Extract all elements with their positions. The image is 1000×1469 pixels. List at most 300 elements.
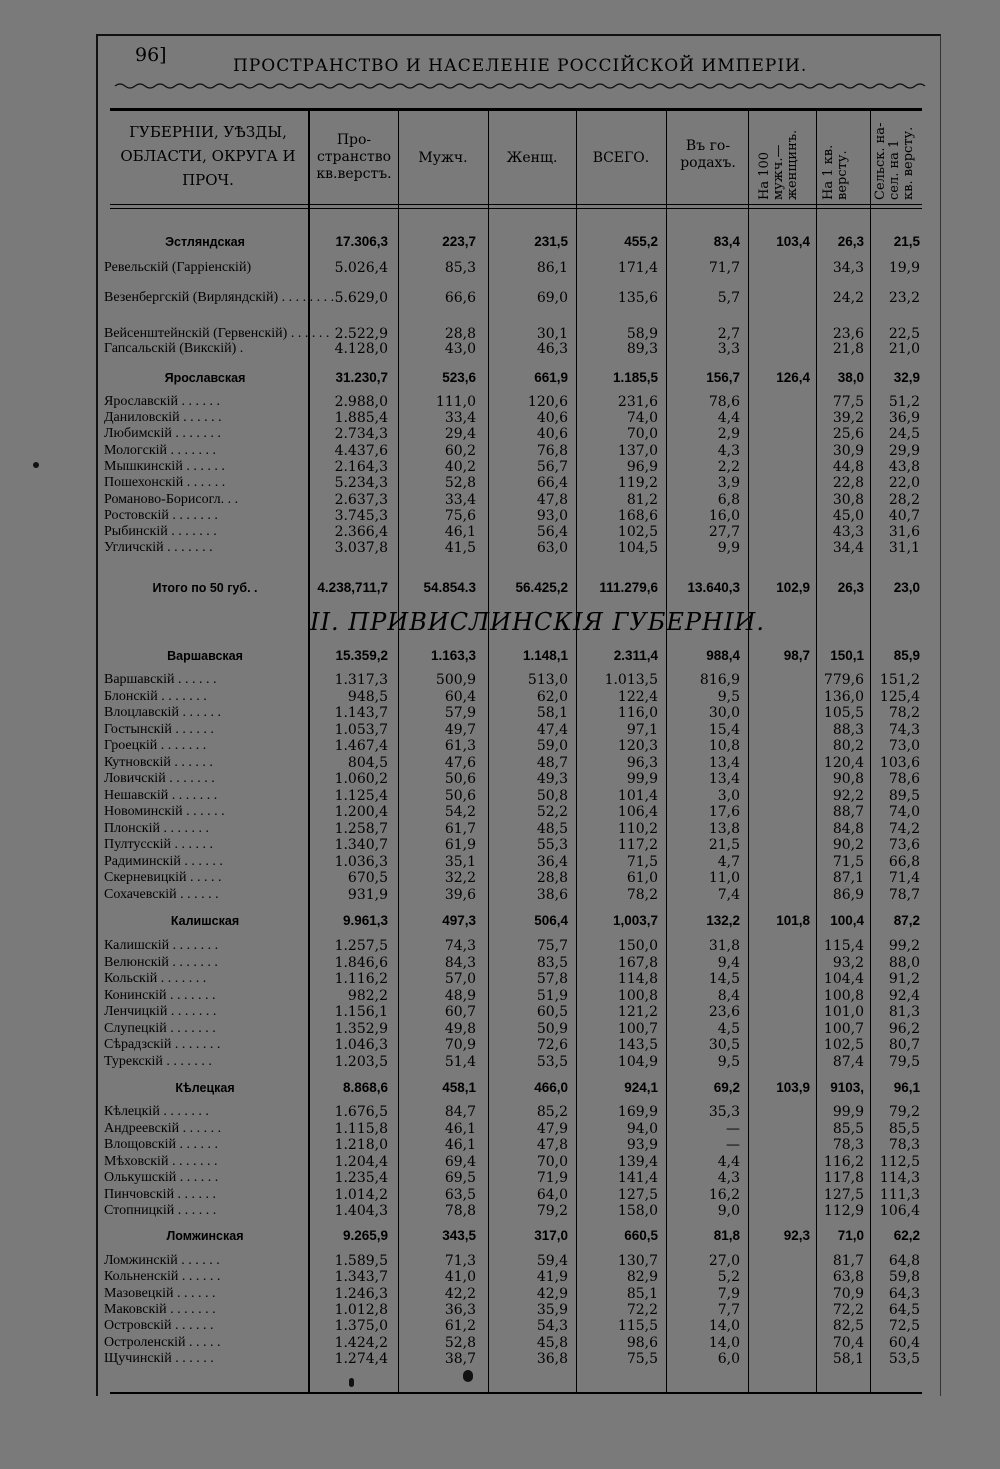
table-row-group	[110, 648, 922, 664]
table-row-group	[110, 913, 922, 929]
cell-area: 1.012,8	[334, 1302, 388, 1318]
cell-area: 1.143,7	[334, 705, 388, 721]
cell-total: 104,5	[617, 540, 658, 556]
cell-women: 58,1	[536, 705, 568, 721]
cell-towns: 7,7	[717, 1302, 740, 1318]
cell-towns: 69,2	[713, 1080, 740, 1095]
cell-density: 93,2	[832, 955, 864, 971]
table-row	[104, 1302, 922, 1318]
cell-women: 317,0	[534, 1228, 568, 1243]
cell-density: 38,0	[837, 370, 864, 385]
row-name: Олькушскій . . . . . .	[104, 1170, 219, 1185]
row-name: Слупецкій . . . . . . .	[104, 1021, 216, 1036]
cell-area: 948,5	[347, 689, 388, 705]
cell-women: 41,9	[536, 1269, 568, 1285]
cell-men: 69,5	[444, 1170, 476, 1186]
cell-women: 63,0	[536, 540, 568, 556]
row-name: Гроецкій . . . . . . .	[104, 738, 207, 753]
speck	[349, 1378, 354, 1387]
cell-density: 117,8	[823, 1170, 864, 1186]
row-name: Кольненскій . . . . . .	[104, 1269, 221, 1284]
table-row	[104, 524, 922, 540]
row-name: Угличскій . . . . . . .	[104, 540, 213, 555]
table-row	[104, 326, 922, 342]
cell-area: 2.366,4	[334, 524, 388, 540]
cell-towns: 3,9	[717, 475, 740, 491]
cell-total: 139,4	[617, 1154, 658, 1170]
cell-total: 98,6	[626, 1335, 658, 1351]
table-row	[104, 1318, 922, 1334]
cell-rural: 79,5	[888, 1054, 920, 1070]
cell-women: 47,8	[536, 492, 568, 508]
cell-towns: 10,8	[708, 738, 740, 754]
cell-women: 52,2	[536, 804, 568, 820]
col-header-area: Про-странство кв.верстъ.	[316, 132, 392, 182]
cell-area: 1.885,4	[334, 410, 388, 426]
cell-ratio: 126,4	[776, 370, 810, 385]
cell-area: 1.424,2	[334, 1335, 388, 1351]
cell-rural: 80,7	[888, 1037, 920, 1053]
col-header-ratio: На 100 мужч.— женщинъ.	[757, 129, 800, 200]
cell-rural: 96,1	[893, 1080, 920, 1095]
row-name: Кутновскій . . . . . .	[104, 755, 213, 770]
cell-total: 122,4	[617, 689, 658, 705]
cell-rural: 73,6	[888, 837, 920, 853]
cell-towns: 13.640,3	[687, 580, 740, 595]
cell-density: 81,7	[832, 1253, 864, 1269]
cell-total: 78,2	[626, 887, 658, 903]
cell-men: 49,8	[444, 1021, 476, 1037]
cell-rural: 53,5	[888, 1351, 920, 1367]
cell-rural: 92,4	[888, 988, 920, 1004]
cell-total: 94,0	[626, 1121, 658, 1137]
cell-towns: 8,4	[717, 988, 740, 1004]
table-row	[104, 426, 922, 442]
row-name: Пинчовскій . . . . . .	[104, 1187, 217, 1202]
cell-density: 39,2	[832, 410, 864, 426]
cell-rural: 22,0	[888, 475, 920, 491]
row-name: Велюнскій . . . . . . .	[104, 955, 218, 970]
cell-women: 47,9	[536, 1121, 568, 1137]
row-name: Ярославская	[164, 371, 246, 385]
cell-men: 66,6	[444, 290, 476, 306]
row-name: Пултусскій . . . . . .	[104, 837, 214, 852]
cell-towns: 16,2	[708, 1187, 740, 1203]
cell-women: 506,4	[534, 913, 568, 928]
cell-rural: 62,2	[893, 1228, 920, 1243]
cell-men: 49,7	[444, 722, 476, 738]
cell-density: 105,5	[823, 705, 864, 721]
table-row	[104, 672, 922, 688]
cell-women: 1.148,1	[522, 648, 568, 663]
cell-women: 55,3	[536, 837, 568, 853]
header-bottom-rule-2	[110, 208, 922, 209]
header-bottom-rule	[110, 204, 922, 205]
cell-rural: 78,6	[888, 771, 920, 787]
cell-men: 78,8	[444, 1203, 476, 1219]
cell-area: 1.218,0	[334, 1137, 388, 1153]
cell-men: 46,1	[444, 1121, 476, 1137]
row-name: Варшавская	[167, 649, 243, 663]
cell-total: 58,9	[626, 326, 658, 342]
row-name: Радиминскій . . . . . .	[104, 854, 223, 869]
cell-total: 114,8	[617, 971, 658, 987]
cell-density: 82,5	[832, 1318, 864, 1334]
row-name: Ловичскій . . . . . . .	[104, 771, 215, 786]
cell-area: 1.046,3	[334, 1037, 388, 1053]
cell-men: 41,5	[444, 540, 476, 556]
cell-women: 48,5	[536, 821, 568, 837]
cell-towns: 4,5	[717, 1021, 740, 1037]
cell-men: 35,1	[444, 854, 476, 870]
row-name: Калишская	[170, 914, 240, 928]
col-header-men: Мужч.	[418, 150, 468, 166]
cell-towns: 14,0	[708, 1335, 740, 1351]
cell-towns: 816,9	[699, 672, 740, 688]
cell-rural: 23,0	[893, 580, 920, 595]
cell-density: 22,8	[832, 475, 864, 491]
cell-rural: 29,9	[888, 443, 920, 459]
row-name: Нешавскій . . . . . . .	[104, 788, 218, 803]
cell-women: 59,4	[536, 1253, 568, 1269]
table-row	[104, 260, 922, 276]
cell-towns: 17,6	[708, 804, 740, 820]
cell-area: 1.589,5	[334, 1253, 388, 1269]
cell-total: 119,2	[617, 475, 658, 491]
cell-towns: 3,3	[717, 341, 740, 357]
row-name: Остроленскій . . . . .	[104, 1335, 221, 1350]
cell-total: 660,5	[624, 1228, 658, 1243]
cell-density: 116,2	[823, 1154, 864, 1170]
cell-men: 60,7	[444, 1004, 476, 1020]
row-name: Конинскій . . . . . . .	[104, 988, 216, 1003]
cell-women: 48,7	[536, 755, 568, 771]
cell-total: 117,2	[617, 837, 658, 853]
cell-density: 136,0	[823, 689, 864, 705]
cell-area: 17.306,3	[335, 234, 388, 249]
table-row	[104, 492, 922, 508]
cell-rural: 88,0	[888, 955, 920, 971]
cell-men: 60,2	[444, 443, 476, 459]
cell-rural: 91,2	[888, 971, 920, 987]
cell-women: 28,8	[536, 870, 568, 886]
cell-rural: 28,2	[888, 492, 920, 508]
table-row	[104, 1037, 922, 1053]
cell-density: 87,4	[832, 1054, 864, 1070]
cell-towns: 27,7	[708, 524, 740, 540]
row-name: Пошехонскій . . . . . .	[104, 475, 226, 490]
table-row	[104, 1203, 922, 1219]
cell-rural: 111,3	[879, 1187, 920, 1203]
cell-density: 100,8	[823, 988, 864, 1004]
cell-women: 40,6	[536, 410, 568, 426]
table-row	[104, 955, 922, 971]
cell-towns: 35,3	[708, 1104, 740, 1120]
cell-women: 36,4	[536, 854, 568, 870]
table-row	[104, 971, 922, 987]
cell-rural: 106,4	[879, 1203, 920, 1219]
cell-men: 33,4	[444, 492, 476, 508]
row-name: Эстляндская	[165, 235, 245, 249]
cell-men: 57,9	[444, 705, 476, 721]
cell-men: 497,3	[442, 913, 476, 928]
cell-women: 72,6	[536, 1037, 568, 1053]
row-name: Итого по 50 губ. .	[152, 581, 258, 595]
cell-rural: 43,8	[888, 459, 920, 475]
cell-towns: 5,2	[717, 1269, 740, 1285]
cell-rural: 74,2	[888, 821, 920, 837]
cell-men: 84,7	[444, 1104, 476, 1120]
cell-area: 2.522,9	[334, 326, 388, 342]
cell-men: 54.854.3	[423, 580, 476, 595]
cell-towns: 11,0	[708, 870, 740, 886]
cell-density: 115,4	[823, 938, 864, 954]
cell-area: 1.235,4	[334, 1170, 388, 1186]
cell-total: 96,3	[626, 755, 658, 771]
row-name: Даниловскій . . . . . .	[104, 410, 222, 425]
cell-rural: 71,4	[888, 870, 920, 886]
cell-men: 43,0	[444, 341, 476, 357]
cell-ratio: 98,7	[783, 648, 810, 663]
table-row	[104, 1154, 922, 1170]
cell-density: 104,4	[823, 971, 864, 987]
cell-towns: 81,8	[713, 1228, 740, 1243]
cell-men: 223,7	[442, 234, 476, 249]
table-row	[104, 689, 922, 705]
cell-area: 3.745,3	[334, 508, 388, 524]
cell-density: 34,4	[832, 540, 864, 556]
row-name: Андреевскій . . . . . .	[104, 1121, 222, 1136]
cell-area: 1.203,5	[334, 1054, 388, 1070]
table-row-group	[110, 1228, 922, 1244]
cell-women: 85,2	[536, 1104, 568, 1120]
cell-towns: 16,0	[708, 508, 740, 524]
cell-total: 71,5	[626, 854, 658, 870]
cell-towns: 78,6	[708, 394, 740, 410]
table-row	[104, 394, 922, 410]
cell-density: 120,4	[823, 755, 864, 771]
cell-men: 40,2	[444, 459, 476, 475]
table-row	[104, 1021, 922, 1037]
table-top-rule	[110, 108, 922, 111]
cell-rural: 99,2	[888, 938, 920, 954]
table-row	[104, 1269, 922, 1285]
cell-rural: 72,5	[888, 1318, 920, 1334]
cell-total: 924,1	[624, 1080, 658, 1095]
cell-towns: 31,8	[708, 938, 740, 954]
cell-men: 1.163,3	[430, 648, 476, 663]
cell-towns: 13,4	[708, 771, 740, 787]
cell-area: 1.115,8	[334, 1121, 388, 1137]
table-row	[104, 821, 922, 837]
cell-total: 143,5	[617, 1037, 658, 1053]
cell-men: 47,6	[444, 755, 476, 771]
table-row-group	[110, 370, 922, 386]
cell-women: 46,3	[536, 341, 568, 357]
cell-rural: 36,9	[888, 410, 920, 426]
cell-women: 40,6	[536, 426, 568, 442]
cell-men: 458,1	[442, 1080, 476, 1095]
cell-women: 50,8	[536, 788, 568, 804]
cell-towns: 988,4	[706, 648, 740, 663]
cell-women: 53,5	[536, 1054, 568, 1070]
cell-women: 56,4	[536, 524, 568, 540]
cell-men: 52,8	[444, 475, 476, 491]
row-name: Рыбинскій . . . . . . .	[104, 524, 217, 539]
cell-men: 28,8	[444, 326, 476, 342]
cell-women: 62,0	[536, 689, 568, 705]
cell-total: 231,6	[617, 394, 658, 410]
cell-towns: 9,9	[717, 540, 740, 556]
cell-men: 60,4	[444, 689, 476, 705]
cell-men: 41,0	[444, 1269, 476, 1285]
cell-density: 34,3	[832, 260, 864, 276]
cell-towns: 6,8	[717, 492, 740, 508]
row-name: Блонскій . . . . . . .	[104, 689, 207, 704]
row-name: Калишскій . . . . . . .	[104, 938, 219, 953]
cell-women: 70,0	[536, 1154, 568, 1170]
cell-density: 78,3	[832, 1137, 864, 1153]
cell-rural: 89,5	[888, 788, 920, 804]
cell-towns: 9,4	[717, 955, 740, 971]
cell-rural: 31,1	[888, 540, 920, 556]
cell-rural: 78,2	[888, 705, 920, 721]
cell-men: 70,9	[444, 1037, 476, 1053]
page-header	[115, 44, 925, 84]
cell-towns: 21,5	[708, 837, 740, 853]
cell-density: 45,0	[832, 508, 864, 524]
cell-rural: 32,9	[893, 370, 920, 385]
cell-area: 5.234,3	[334, 475, 388, 491]
cell-towns: 9,5	[717, 1054, 740, 1070]
cell-density: 25,6	[832, 426, 864, 442]
cell-total: 130,7	[617, 1253, 658, 1269]
cell-men: 63,5	[444, 1187, 476, 1203]
cell-density: 71,5	[832, 854, 864, 870]
cell-men: 69,4	[444, 1154, 476, 1170]
wavy-rule	[115, 82, 925, 90]
table-row	[104, 788, 922, 804]
cell-total: 2.311,4	[613, 648, 658, 663]
cell-towns: 2,2	[717, 459, 740, 475]
cell-density: 43,3	[832, 524, 864, 540]
cell-women: 93,0	[536, 508, 568, 524]
table-row	[104, 1286, 922, 1302]
cell-area: 1.156,1	[334, 1004, 388, 1020]
cell-density: 63,8	[832, 1269, 864, 1285]
cell-area: 1.014,2	[334, 1187, 388, 1203]
cell-towns: —	[726, 1121, 740, 1137]
row-name: Ленчицкій . . . . . . .	[104, 1004, 217, 1019]
cell-women: 120,6	[527, 394, 568, 410]
table-row	[104, 1335, 922, 1351]
cell-total: 96,9	[626, 459, 658, 475]
cell-area: 1.116,2	[334, 971, 388, 987]
cell-women: 56.425,2	[515, 580, 568, 595]
row-name: Турекскій . . . . . . .	[104, 1054, 212, 1069]
cell-men: 74,3	[444, 938, 476, 954]
cell-density: 30,8	[832, 492, 864, 508]
cell-towns: 2,7	[717, 326, 740, 342]
cell-towns: 9,5	[717, 689, 740, 705]
cell-men: 54,2	[444, 804, 476, 820]
table-row	[104, 1187, 922, 1203]
cell-women: 71,9	[536, 1170, 568, 1186]
table-row	[104, 410, 922, 426]
population-table	[104, 108, 922, 1394]
cell-ratio: 103,4	[776, 234, 810, 249]
cell-men: 61,2	[444, 1318, 476, 1334]
cell-women: 59,0	[536, 738, 568, 754]
cell-rural: 64,3	[888, 1286, 920, 1302]
row-name: Сѣрадзскій . . . . . . .	[104, 1037, 221, 1052]
cell-area: 1.340,7	[334, 837, 388, 853]
cell-total: 171,4	[617, 260, 658, 276]
cell-rural: 19,9	[888, 260, 920, 276]
cell-area: 1.375,0	[334, 1318, 388, 1334]
cell-density: 30,9	[832, 443, 864, 459]
cell-men: 29,4	[444, 426, 476, 442]
cell-total: 111.279,6	[599, 580, 658, 595]
cell-men: 51,4	[444, 1054, 476, 1070]
cell-area: 670,5	[347, 870, 388, 886]
cell-area: 1.036,3	[334, 854, 388, 870]
table-row	[104, 443, 922, 459]
cell-rural: 78,7	[888, 887, 920, 903]
table-row	[104, 722, 922, 738]
cell-total: 104,9	[617, 1054, 658, 1070]
cell-men: 36,3	[444, 1302, 476, 1318]
cell-towns: 14,0	[708, 1318, 740, 1334]
cell-area: 1.200,4	[334, 804, 388, 820]
row-name: Везенбергскій (Вирляндскій) . . . . . . . .	[104, 290, 335, 305]
cell-rural: 78,3	[888, 1137, 920, 1153]
cell-rural: 66,8	[888, 854, 920, 870]
cell-density: 92,2	[832, 788, 864, 804]
cell-men: 50,6	[444, 771, 476, 787]
cell-towns: 4,3	[717, 443, 740, 459]
row-name: Влоцлавскій . . . . . .	[104, 705, 221, 720]
cell-rural: 96,2	[888, 1021, 920, 1037]
cell-total: 127,5	[617, 1187, 658, 1203]
cell-ratio: 103,9	[776, 1080, 810, 1095]
cell-area: 2.164,3	[334, 459, 388, 475]
cell-density: 779,6	[823, 672, 864, 688]
cell-density: 70,4	[832, 1335, 864, 1351]
cell-men: 57,0	[444, 971, 476, 987]
cell-towns: 71,7	[708, 260, 740, 276]
cell-density: 127,5	[823, 1187, 864, 1203]
col-header-rural-density: Сельск. на-сел. на 1 кв. версту.	[873, 122, 916, 200]
row-name: Кѣлецкая	[175, 1081, 235, 1095]
cell-total: 75,5	[626, 1351, 658, 1367]
cell-density: 88,7	[832, 804, 864, 820]
table-row-group	[110, 1080, 922, 1096]
cell-ratio: 101,8	[776, 913, 810, 928]
cell-total: 102,5	[617, 524, 658, 540]
cell-rural: 85,9	[893, 648, 920, 663]
cell-area: 1.204,4	[334, 1154, 388, 1170]
cell-towns: 6,0	[717, 1351, 740, 1367]
cell-total: 1.013,5	[604, 672, 658, 688]
cell-women: 60,5	[536, 1004, 568, 1020]
cell-women: 75,7	[536, 938, 568, 954]
cell-ratio: 102,9	[776, 580, 810, 595]
cell-total: 158,0	[617, 1203, 658, 1219]
cell-density: 101,0	[823, 1004, 864, 1020]
cell-towns: 13,4	[708, 755, 740, 771]
row-name: Мазовецкій . . . . . .	[104, 1286, 216, 1301]
